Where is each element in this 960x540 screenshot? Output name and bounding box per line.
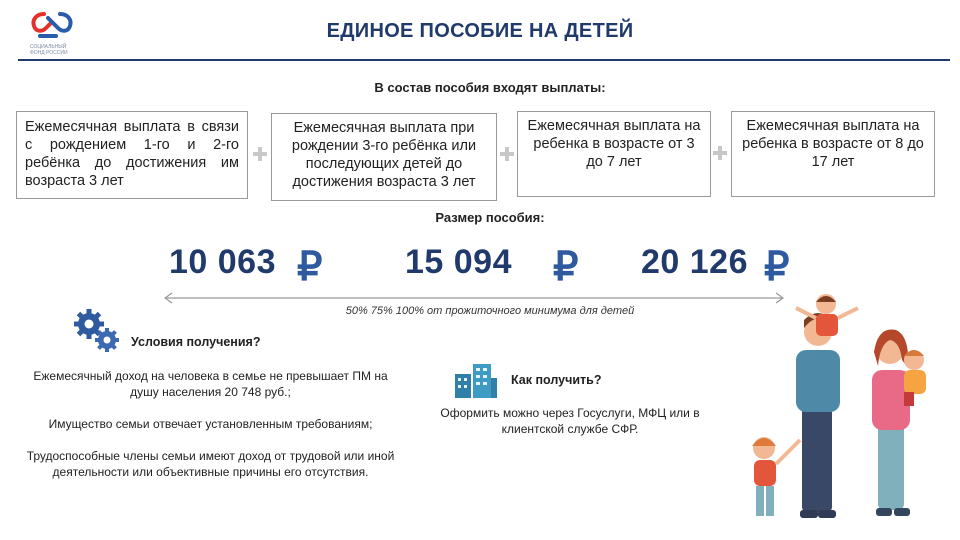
plus-icon	[253, 147, 267, 161]
ruble-sign-1: ₽	[297, 245, 323, 289]
condition-item: Трудоспособные члены семьи имеют доход от трудовой или иной деятельности или объективные причины его отсутствия.	[26, 449, 395, 479]
how-to-title: Как получить?	[511, 373, 602, 387]
composition-label: В состав пособия входят выплаты:	[374, 80, 606, 95]
how-to-text: Оформить можно через Госуслуги, МФЦ или в клиентской службе СФР.	[440, 406, 700, 436]
amount-value-2: 15 094	[405, 243, 512, 281]
ruble-sign-2: ₽	[553, 245, 579, 289]
condition-item: Ежемесячный доход на человека в семье не превышает ПМ на душу населения 20 748 руб.;	[33, 369, 388, 399]
payment-box-4: Ежемесячная выплата на ребенка в возрасте от 8 до 17 лет	[731, 111, 935, 197]
payment-box-3: Ежемесячная выплата на ребенка в возрасте от 3 до 7 лет	[517, 111, 711, 197]
amount-note: 50% 75% 100% от прожиточного минимума для детей	[345, 305, 635, 317]
ruble-sign-3: ₽	[764, 245, 790, 289]
payment-box-1: Ежемесячная выплата в связи с рождением 1-го и 2-го ребёнка до достижения им возраста 3 лет	[16, 111, 248, 199]
payment-box-2: Ежемесячная выплата при рождении 3-го ребёнка или последующих детей до достижения возраста 3 лет	[271, 113, 497, 201]
plus-icon	[713, 146, 727, 160]
amount-value-1: 10 063	[169, 243, 276, 281]
buildings-icon	[453, 360, 499, 400]
page-title: ЕДИНОЕ ПОСОБИЕ НА ДЕТЕЙ	[326, 20, 634, 42]
gears-icon	[72, 307, 122, 355]
conditions-title: Условия получения?	[131, 335, 261, 349]
conditions-list	[18, 368, 403, 496]
amount-value-3: 20 126	[641, 243, 748, 281]
condition-item: Имущество семьи отвечает установленным требованиям;	[48, 417, 373, 431]
plus-icon	[500, 147, 514, 161]
amount-label: Размер пособия:	[435, 210, 545, 225]
logo-text: СОЦИАЛЬНЫЙ ФОНД РОССИИ	[30, 44, 68, 56]
family-illustration	[730, 290, 955, 535]
header-divider	[18, 59, 950, 61]
range-arrow-icon	[163, 290, 785, 306]
